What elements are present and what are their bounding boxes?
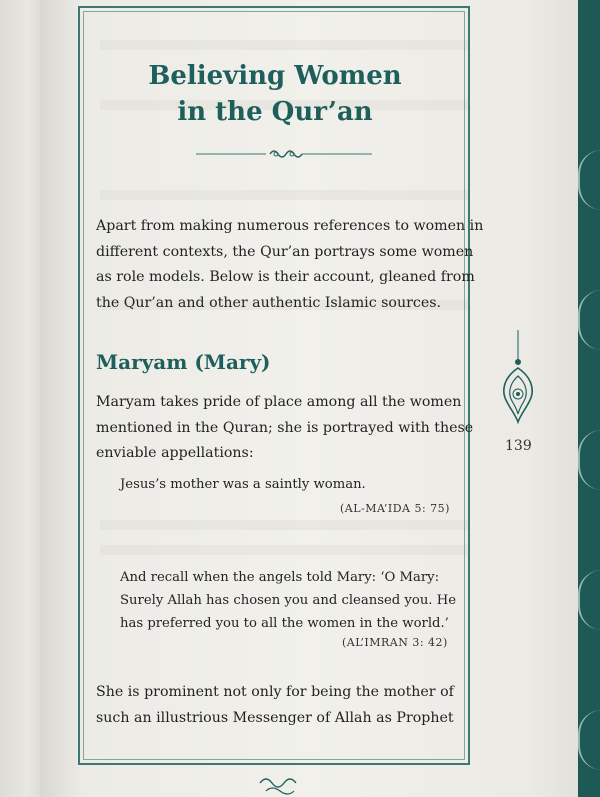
bottom-ornament-icon: [256, 775, 304, 797]
page-title: [90, 58, 460, 130]
section-line: Maryam takes pride of place among all the women: [96, 394, 462, 410]
closing-line: such an illustrious Messenger of Allah as Prophet: [96, 709, 454, 726]
quote-2-line: has preferred you to all the women in the world.’: [120, 616, 449, 631]
quote-2-citation: (AL’IMRAN 3: 42): [342, 636, 448, 649]
quote-1: Jesus’s mother was a saintly woman.: [120, 477, 366, 492]
quote-2-line: And recall when the angels told Mary: ‘O Mary:: [120, 570, 440, 585]
intro-line: as role models. Below is their account, gleaned from: [96, 269, 475, 285]
intro-line: the Qur’an and other authentic Islamic sources.: [96, 294, 442, 311]
section-line: mentioned in the Quran; she is portrayed with these: [96, 419, 474, 436]
closing-paragraph: [96, 680, 454, 731]
title-line-2: in the Qur’an: [177, 97, 373, 127]
intro-paragraph: [96, 214, 483, 316]
title-divider-ornament: [196, 148, 372, 160]
page-number-ornament-icon: [495, 330, 541, 426]
section-paragraph: [96, 390, 473, 467]
intro-line: Apart from making numerous references to women in: [96, 218, 484, 234]
section-line: enviable appellations:: [96, 445, 254, 461]
title-line-1: Believing Women: [148, 61, 402, 91]
intro-line: different contexts, the Qur’an portrays some women: [96, 243, 474, 260]
page-number: 139: [505, 438, 532, 454]
closing-line: She is prominent not only for being the mother of: [96, 684, 454, 700]
quote-2-line: Surely Allah has chosen you and cleansed you. He: [120, 593, 456, 608]
quote-1-citation: (AL-MA’IDA 5: 75): [340, 502, 450, 515]
right-page-edge: [578, 0, 600, 797]
quote-2: [120, 566, 456, 635]
section-heading: Maryam (Mary): [96, 350, 271, 374]
